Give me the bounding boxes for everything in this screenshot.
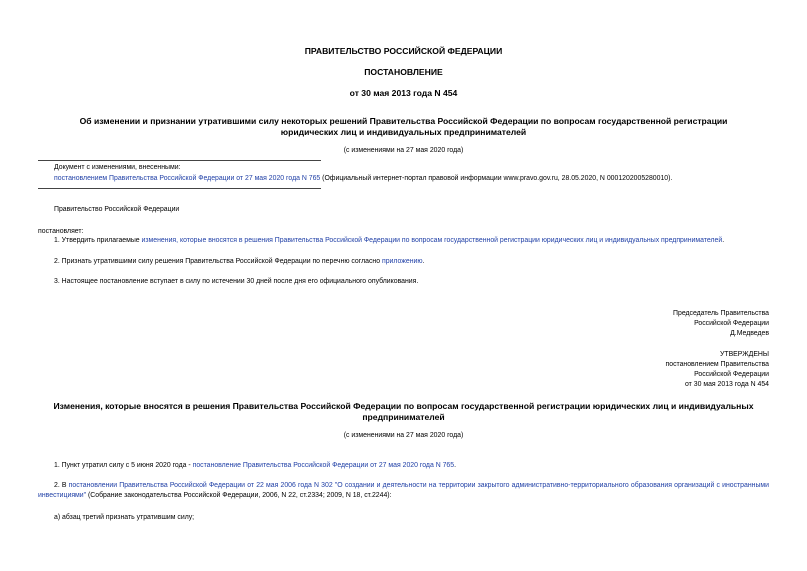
annex-item-2-text: 2. В <box>54 482 69 489</box>
decides-word: постановляет: <box>38 228 84 235</box>
annex-item-1 <box>54 461 456 471</box>
paragraph-3: 3. Настоящее постановление вступает в силу по истечении 30 дней после дня его официального опубликования. <box>54 278 419 285</box>
government-heading: ПРАВИТЕЛЬСТВО РОССИЙСКОЙ ФЕДЕРАЦИИ <box>304 46 503 56</box>
paragraph-2 <box>54 257 424 267</box>
approved-date: от 30 мая 2013 года N 454 <box>685 381 769 388</box>
changes-reference <box>54 174 672 184</box>
amendment-note: (с изменениями на 27 мая 2020 года) <box>343 147 464 154</box>
paragraph-1-end: . <box>722 237 725 244</box>
document-title-line1: Об изменении и признании утратившими силу некоторых решений Правительства Российской Федерации по вопросам государственной регистрации <box>79 116 728 126</box>
government-subject: Правительство Российской Федерации <box>54 206 180 213</box>
paragraph-1 <box>54 236 724 246</box>
amending-decree-link[interactable]: постановлением Правительства Российской Федерации от 27 мая 2020 года N 765 <box>54 175 321 182</box>
signature-title: Председатель Правительства <box>673 310 769 317</box>
paragraph-2-text: 2. Признать утратившими силу решения Правительства Российской Федерации по перечню согласно <box>54 258 382 265</box>
annex-item-1-link[interactable]: постановление Правительства Российской Федерации от 27 мая 2020 года N 765 <box>192 462 455 469</box>
annex-item-1-text: 1. Пункт утратил силу с 5 июня 2020 года - <box>54 462 193 469</box>
decree-302-title-link[interactable]: "О создании и деятельности на территории закрытого административно-территориального образования организаций с иностранными инвестициями" <box>38 482 769 499</box>
divider-top <box>38 160 321 161</box>
annex-amendment-note: (с изменениями на 27 мая 2020 года) <box>343 432 464 439</box>
annex-item-1-end: . <box>454 462 457 469</box>
annex-title-line2: предпринимателей <box>362 412 445 422</box>
signature-org: Российской Федерации <box>694 320 769 327</box>
paragraph-2-end: . <box>422 258 425 265</box>
approved-label: УТВЕРЖДЕНЫ <box>720 351 769 358</box>
approved-by: постановлением Правительства <box>665 361 769 368</box>
approved-org: Российской Федерации <box>694 371 769 378</box>
document-type: ПОСТАНОВЛЕНИЕ <box>364 67 443 77</box>
annex-item-2 <box>38 481 769 500</box>
divider-bottom <box>38 188 321 189</box>
paragraph-1-text: 1. Утвердить прилагаемые <box>54 237 142 244</box>
amendments-link[interactable]: изменения, которые вносятся в решения Правительства Российской Федерации по вопросам государственной регистрации юридических лиц и индивидуальных предпринимателей <box>141 237 723 244</box>
signature-name: Д.Медведев <box>730 330 769 337</box>
appendix-link[interactable]: приложению <box>381 258 423 265</box>
changes-label: Документ с изменениями, внесенными: <box>54 164 181 171</box>
decree-302-link[interactable]: постановлении Правительства Российской Федерации от 22 мая 2006 года N 302 <box>68 482 333 489</box>
annex-item-2a: а) абзац третий признать утратившим силу; <box>54 514 195 521</box>
changes-source: (Официальный интернет-портал правовой информации www.pravo.gov.ru, 28.05.2020, N 0001202005280010). <box>320 175 673 182</box>
document-title-line2: юридических лиц и индивидуальных предпринимателей <box>280 127 527 137</box>
annex-title-line1: Изменения, которые вносятся в решения Правительства Российской Федерации по вопросам государственной регистрации юридических лиц и индивидуальных <box>53 401 754 411</box>
annex-item-2-source: (Собрание законодательства Российской Федерации, 2006, N 22, ст.2334; 2009, N 18, ст.2244): <box>86 491 392 499</box>
document-date-number: от 30 мая 2013 года N 454 <box>349 88 458 98</box>
